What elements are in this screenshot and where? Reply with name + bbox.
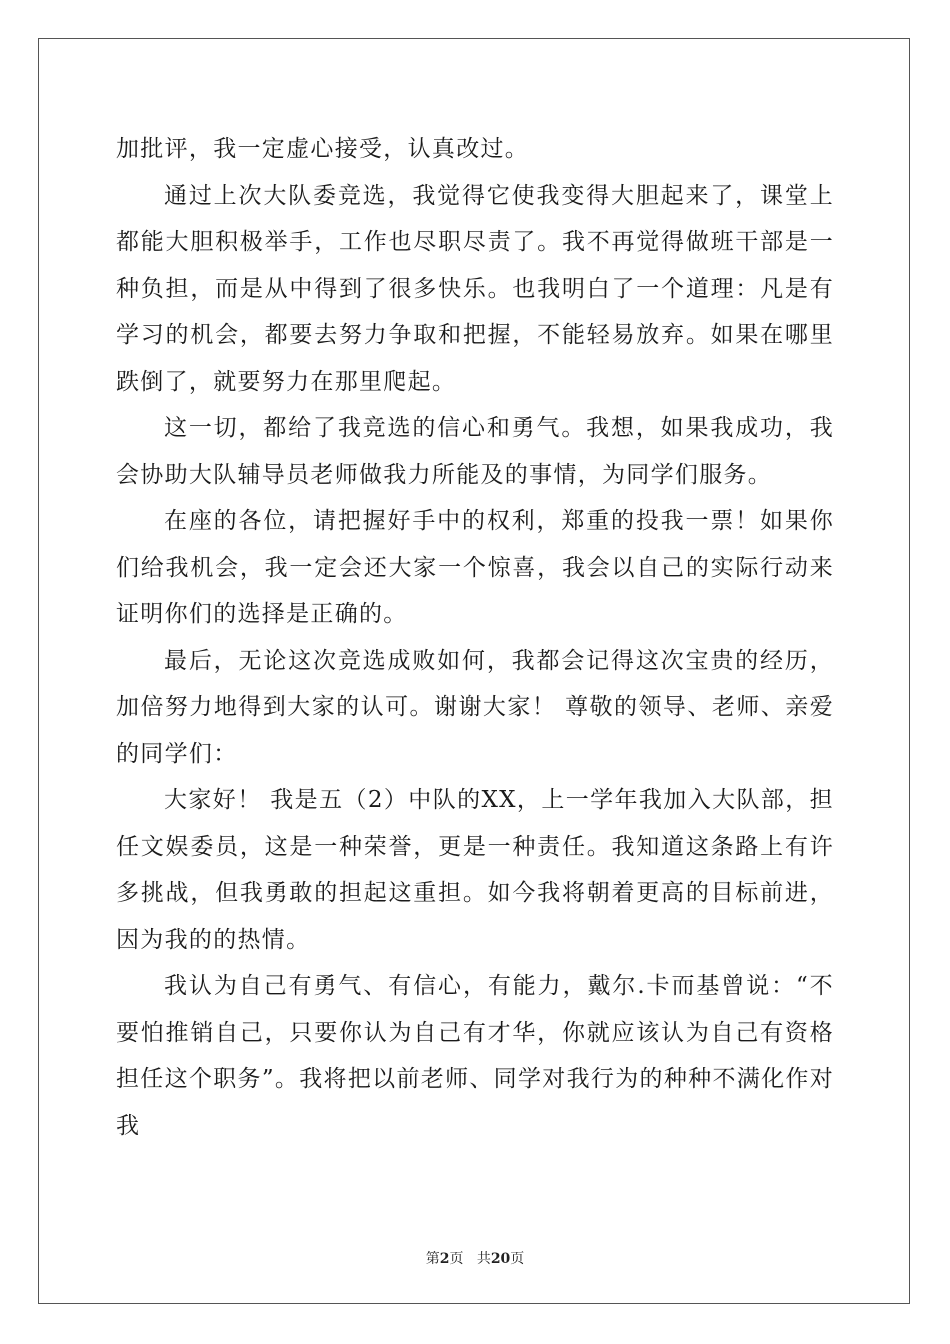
paragraph: 我认为自己有勇气、有信心，有能力，戴尔.卡而基曾说：“不要怕推销自己，只要你认为自己有才华，你就应该认为自己有资格担任这个职务”。我将把以前老师、同学对我行为的种种不满化作对我 <box>116 973 834 1139</box>
total-prefix: 共 <box>476 1251 491 1267</box>
total-suffix: 页 <box>510 1251 525 1267</box>
paragraph: 加批评，我一定虚心接受，认真改过。 <box>116 136 530 162</box>
page-footer <box>0 1248 950 1268</box>
document-body <box>116 126 834 1149</box>
page-suffix: 页 <box>449 1251 464 1267</box>
paragraph: 通过上次大队委竞选，我觉得它使我变得大胆起来了，课堂上都能大胆积极举手，工作也尽职尽责了。我不再觉得做班干部是一种负担，而是从中得到了很多快乐。也我明白了一个道理：凡是有学习的机会，都要去努力争取和把握，不能轻易放弃。如果在哪里跌倒了，就要努力在那里爬起。 <box>116 182 834 395</box>
page-prefix: 第 <box>425 1251 440 1267</box>
paragraph: 最后，无论这次竞选成败如何，我都会记得这次宝贵的经历，加倍努力地得到大家的认可。谢谢大家！ 尊敬的领导、老师、亲爱的同学们： <box>116 647 834 767</box>
paragraph: 大家好！ 我是五（2）中队的XX，上一学年我加入大队部，担任文娱委员，这是一种荣誉，更是一种责任。我知道这条路上有许多挑战，但我勇敢的担起这重担。如今我将朝着更高的目标前进，因为我的的热情。 <box>116 787 834 953</box>
page-total: 20 <box>490 1251 511 1267</box>
page-current: 2 <box>439 1251 450 1267</box>
paragraph: 在座的各位，请把握好手中的权利，郑重的投我一票！如果你们给我机会，我一定会还大家一个惊喜，我会以自己的实际行动来证明你们的选择是正确的。 <box>116 508 834 627</box>
paragraph: 这一切，都给了我竞选的信心和勇气。我想，如果我成功，我会协助大队辅导员老师做我力所能及的事情，为同学们服务。 <box>116 415 834 488</box>
